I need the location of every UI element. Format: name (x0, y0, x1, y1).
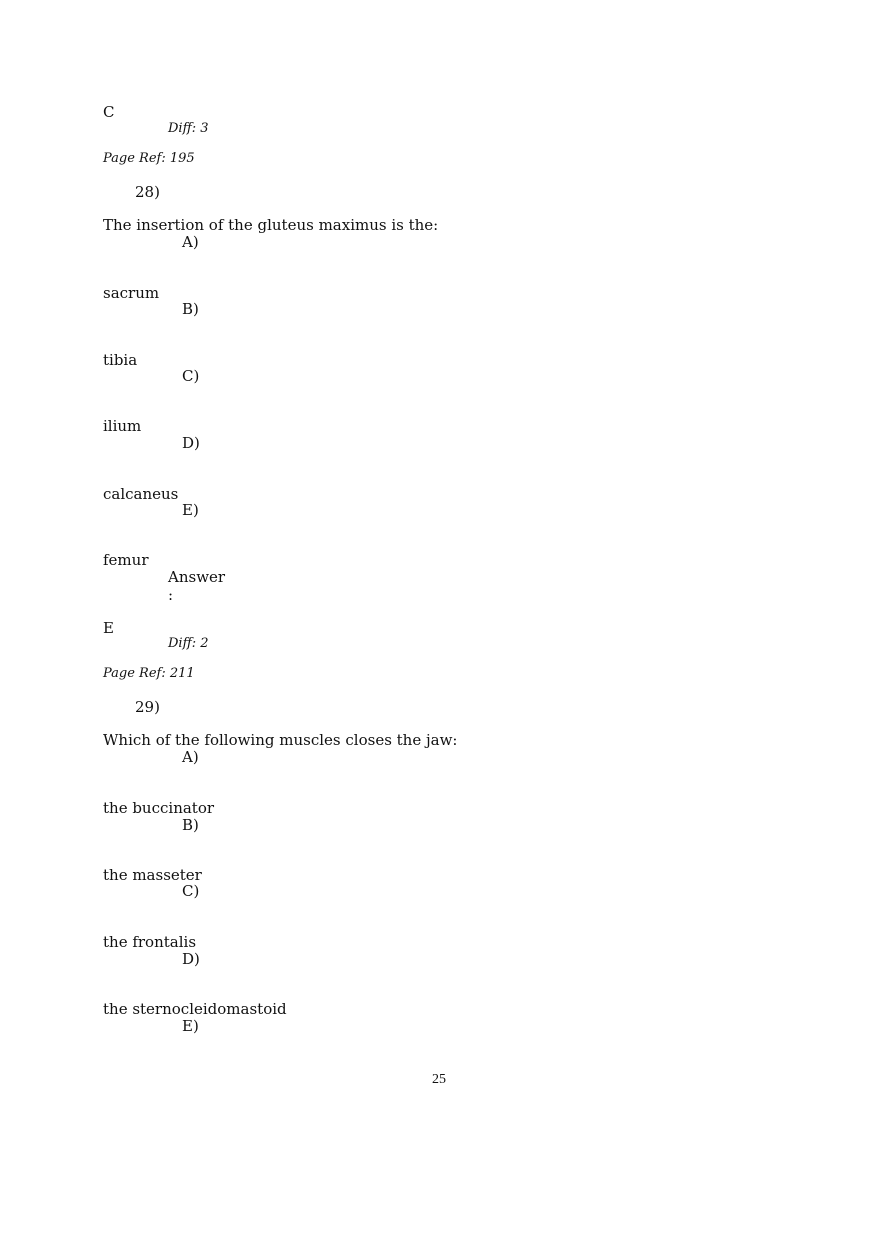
difficulty-label: Diff: 3 (168, 121, 209, 136)
question-stem: The insertion of the gluteus maximus is the: (103, 216, 439, 234)
option-text: the masseter (103, 866, 202, 884)
question-stem: Which of the following muscles closes the jaw: (103, 731, 458, 749)
previous-answer: C (103, 103, 115, 121)
option-letter: D) (182, 950, 200, 968)
option-text: sacrum (103, 284, 160, 302)
option-letter: A) (182, 748, 199, 766)
option-text: ilium (103, 417, 142, 435)
option-letter: E) (182, 1017, 199, 1035)
option-text: calcaneus (103, 485, 179, 503)
option-letter: B) (182, 300, 199, 318)
option-letter: A) (182, 233, 199, 251)
page-number: 25 (432, 1072, 446, 1087)
question-number: 29) (135, 698, 160, 716)
option-letter: B) (182, 816, 199, 834)
option-text: the sternocleidomastoid (103, 1000, 287, 1018)
option-text: the frontalis (103, 933, 197, 951)
question-number: 28) (135, 183, 160, 201)
option-letter: C) (182, 882, 200, 900)
option-text: the buccinator (103, 799, 215, 817)
page-reference: Page Ref: 211 (103, 666, 195, 681)
option-text: femur (103, 551, 149, 569)
difficulty-label: Diff: 2 (168, 636, 209, 651)
answer-colon: : (168, 586, 174, 604)
page-reference: Page Ref: 195 (103, 151, 195, 166)
answer-label: Answer (168, 568, 226, 586)
option-letter: E) (182, 501, 199, 519)
option-text: tibia (103, 351, 138, 369)
option-letter: D) (182, 434, 200, 452)
option-letter: C) (182, 367, 200, 385)
answer-value: E (103, 619, 114, 637)
